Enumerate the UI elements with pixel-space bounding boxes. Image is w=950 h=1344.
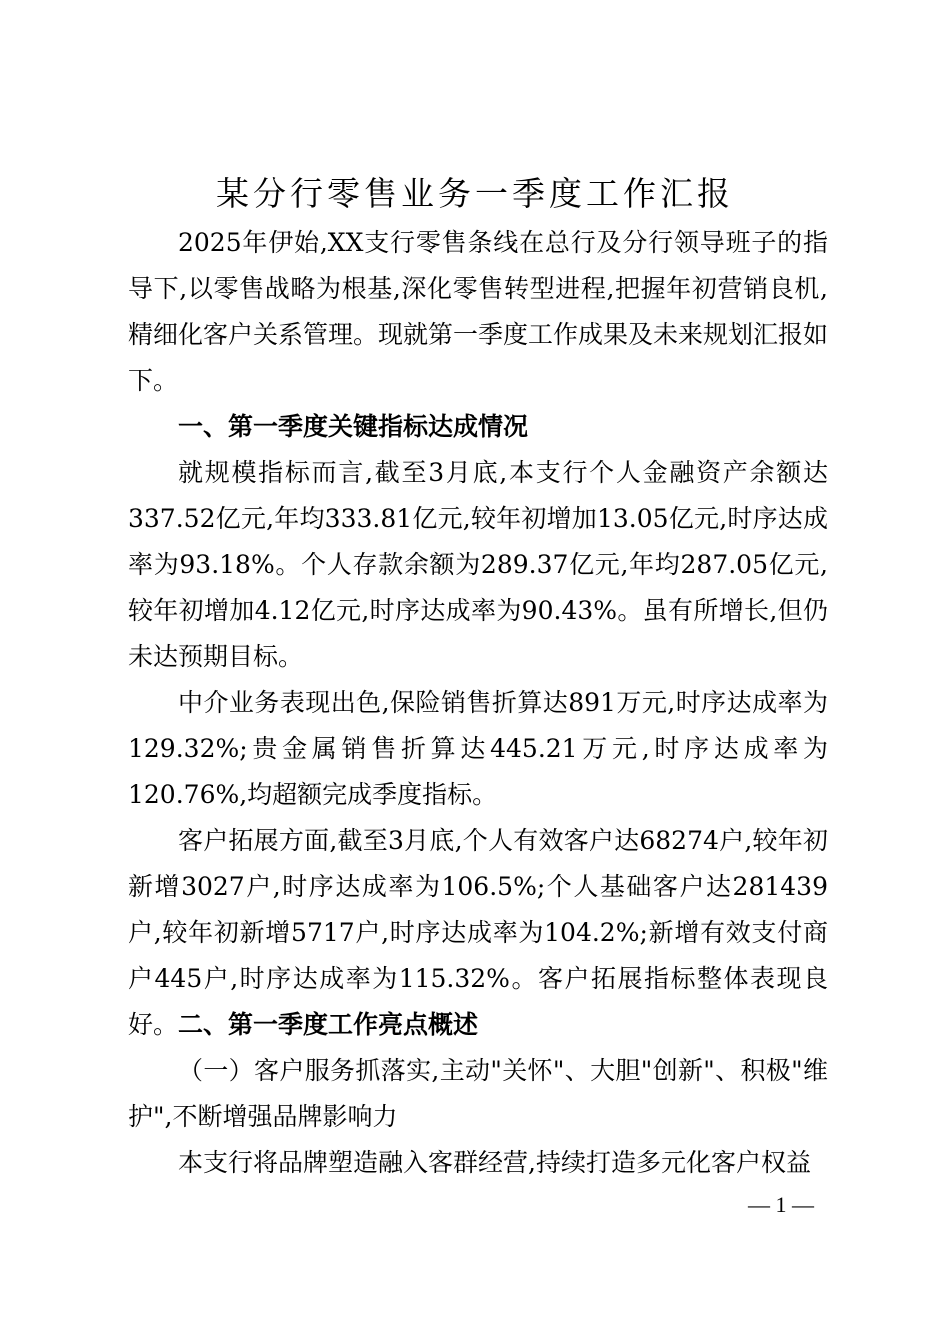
section-2-heading: 二、第一季度工作亮点概述 bbox=[178, 1010, 479, 1039]
section-1-heading: 一、第一季度关键指标达成情况 bbox=[178, 412, 529, 441]
page-number: — 1 — bbox=[748, 1192, 814, 1217]
brand-building-paragraph: 本支行将品牌塑造融入客群经营,持续打造多元化客户权益 bbox=[178, 1148, 811, 1177]
scale-indicators-paragraph: 就规模指标而言,截至3月底,本支行个人金融资产余额达337.52亿元,年均333.81亿元,较年初增加13.05亿元,时序达成率为93.18%。个人存款余额为289.37亿元,年均287.05亿元,较年初增加4.12亿元,时序达成率为90.43%。虽有所增长,但仍未达预期目标。 bbox=[128, 458, 828, 671]
customer-expansion-paragraph: 客户拓展方面,截至3月底,个人有效客户达68274户,较年初新增3027户,时序达成率为106.5%;个人基础客户达281439户,较年初新增5717户,时序达成率为104.2%;新增有效支付商户445户,时序达成率为115.32%。客户拓展指标整体表现良好。 bbox=[128, 826, 828, 1039]
section-2-subheading: （一）客户服务抓落实,主动"关怀"、大胆"创新"、积极"维护",不断增强品牌影响力 bbox=[128, 1056, 828, 1131]
intermediary-business-paragraph: 中介业务表现出色,保险销售折算达891万元,时序达成率为129.32%;贵金属销售折算达445.21万元,时序达成率为120.76%,均超额完成季度指标。 bbox=[128, 688, 828, 809]
intro-paragraph: 2025年伊始,XX支行零售条线在总行及分行领导班子的指导下,以零售战略为根基,深化零售转型进程,把握年初营销良机,精细化客户关系管理。现就第一季度工作成果及未来规划汇报如下。 bbox=[128, 228, 829, 395]
document-title: 某分行零售业务一季度工作汇报 bbox=[216, 174, 734, 213]
